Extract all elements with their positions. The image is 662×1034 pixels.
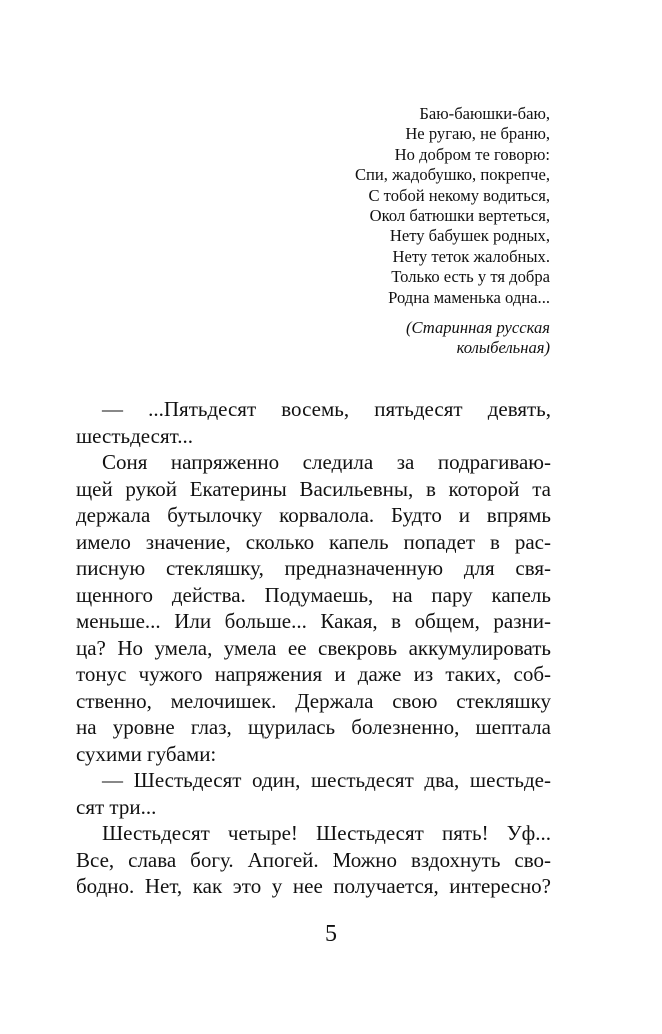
epigraph-line: Нету теток жалобных. [392, 246, 550, 266]
epigraph [250, 104, 550, 359]
text-line: щенного действа. Подумаешь, на пару капель [76, 582, 551, 607]
attribution-line: колыбельная) [456, 338, 550, 358]
epigraph-line: Нету бабушек родных, [389, 226, 550, 246]
text-line: бодно. Нет, как это у нее получается, интересно? [76, 874, 551, 898]
text-line: имело значение, сколько капель попадет в рас- [76, 529, 551, 554]
text-line: щей рукой Екатерины Васильевны, в которой та [76, 476, 551, 501]
text-line: Шестьдесят четыре! Шестьдесят пять! Уф... [102, 821, 551, 845]
text-line: — Шестьдесят один, шестьдесят два, шестьде- [102, 768, 551, 792]
text-line: шестьдесят... [76, 423, 193, 448]
epigraph-line: С тобой некому водиться, [368, 185, 550, 205]
epigraph-line: Но добром те говорю: [394, 144, 550, 164]
epigraph-attribution [250, 318, 550, 359]
text-line: писную стекляшку, предназначенную для свя- [76, 556, 551, 580]
epigraph-line: Окол батюшки вертеться, [369, 206, 550, 226]
attribution-line: (Старинная русская [405, 318, 550, 338]
epigraph-line: Баю-баюшки-баю, [419, 104, 550, 123]
text-line: Соня напряженно следила за подрагиваю- [102, 450, 551, 474]
text-line: сят три... [76, 794, 157, 819]
text-line: меньше... Или больше... Какая, в общем, разни- [76, 609, 551, 633]
page-number: 5 [325, 921, 337, 947]
text-line: держала бутылочку корвалола. Будто и впрямь [76, 503, 551, 527]
text-line: ца? Но умела, умела ее свекровь аккумулировать [76, 635, 551, 660]
epigraph-line: Спи, жадобушко, покрепче, [354, 165, 550, 185]
epigraph-line: Не ругаю, не браню, [405, 124, 550, 144]
epigraph-line: Родна маменька одна... [388, 287, 550, 307]
text-line: тонус чужого напряжения и даже из таких, соб- [76, 662, 551, 686]
epigraph-line: Только есть у тя добра [391, 267, 550, 287]
text-line: сухими губами: [76, 741, 217, 766]
text-line: — ...Пятьдесят восемь, пятьдесят девять, [102, 397, 551, 421]
text-line: Все, слава богу. Апогей. Можно вздохнуть сво- [76, 847, 551, 872]
text-line: ственно, мелочишек. Держала свою стекляшку [76, 688, 551, 713]
text-line: на уровне глаз, щурилась болезненно, шептала [76, 715, 551, 739]
main-text [76, 396, 551, 900]
